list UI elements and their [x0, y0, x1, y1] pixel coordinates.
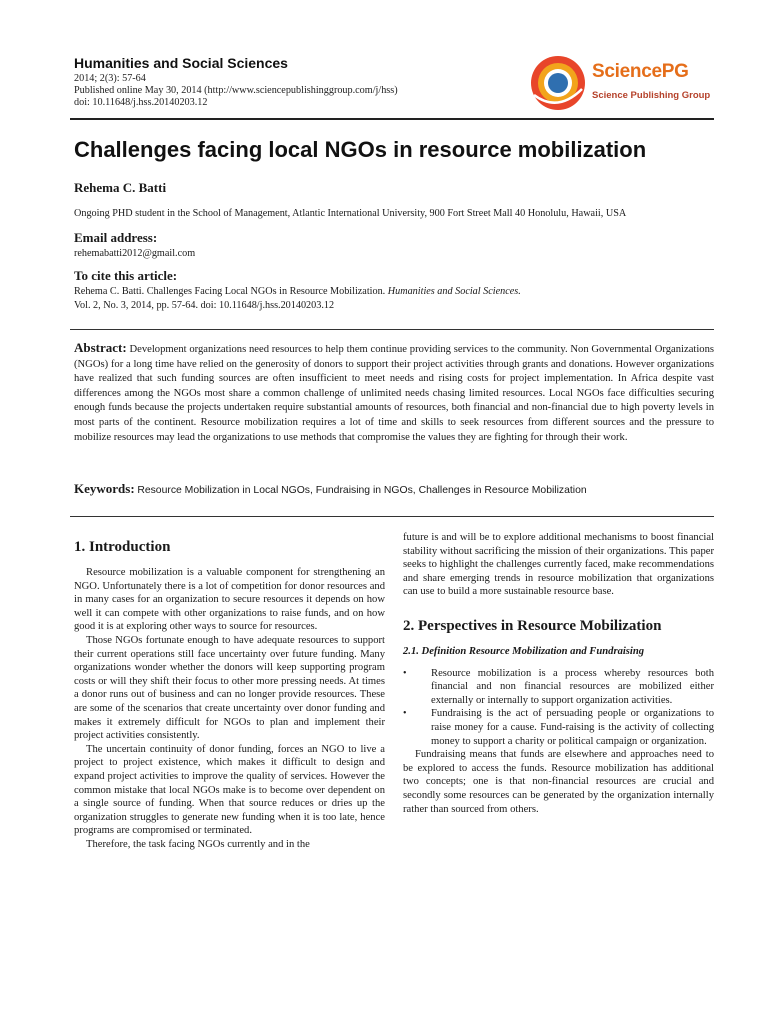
- left-column: [74, 538, 385, 851]
- author-name: Rehema C. Batti: [74, 180, 167, 195]
- journal-title: Humanities and Social Sciences: [74, 55, 288, 71]
- bullet-icon: •: [403, 708, 407, 720]
- abstract-top-divider: [70, 329, 714, 330]
- subsection-heading-definition: 2.1. Definition Resource Mobilization and Fundraising: [403, 645, 645, 657]
- paragraph-continued: future is and will be to explore additional mechanisms to boost financial stability without sacrificing the mission of their organizations. This paper seeks to highlight the challenges currently faced, make recommendations and share emerging trends in resource mobilization that organizations can use to build a more sustainable resource base.: [403, 532, 714, 598]
- section-heading-introduction: 1. Introduction: [74, 539, 171, 555]
- list-item: [403, 707, 714, 748]
- citation-plain: Rehema C. Batti. Challenges Facing Local NGOs in Resource Mobilization.: [74, 286, 386, 297]
- paragraph: Resource mobilization is a valuable component for strengthening an NGO. Unfortunately there is a lot of competition for donor resources and in many cases for an organization to secure resources it depends on how well it can compete with other organizations to raise funds, and on how good it is at exploring other ways to source for resources.: [74, 567, 385, 633]
- abstract-label: Abstract:: [74, 340, 127, 355]
- definition-list: [403, 667, 714, 749]
- citation-line-1: [74, 286, 521, 297]
- doi-line: doi: 10.11648/j.hss.20140203.12: [74, 97, 208, 108]
- list-item-text: Fundraising is the act of persuading people or organizations to raise money for a cause. Fund-raising is the activity of collecting money to support a charity or political campaign or organization.: [431, 708, 714, 747]
- email-heading: Email address:: [74, 230, 158, 245]
- publisher-logo-icon: [528, 55, 588, 111]
- bullet-icon: •: [403, 667, 407, 679]
- header-divider: [70, 118, 714, 120]
- citation-journal: Humanities and Social Sciences.: [387, 286, 521, 297]
- section-heading-perspectives: 2. Perspectives in Resource Mobilization: [403, 617, 662, 634]
- paragraph: The uncertain continuity of donor funding, forces an NGO to live a project to project existence, which makes it difficult to design and expand project activities to improve the quality of services. However the common mistake that local NGOs make is to become over dependent on a single source of funding. When that source reduces or dries up the organization struggles to generate new funding when it is too late, hence programs are compromised or terminated.: [74, 743, 385, 837]
- right-column: [403, 531, 714, 816]
- keywords-label: Keywords:: [74, 481, 135, 496]
- paper-title: Challenges facing local NGOs in resource mobilization: [74, 137, 647, 162]
- paragraph: Therefore, the task facing NGOs currently and in the: [86, 838, 310, 850]
- abstract-bottom-divider: [70, 516, 714, 517]
- volume-line: 2014; 2(3): 57-64: [74, 73, 146, 84]
- published-line: Published online May 30, 2014 (http://www.sciencepublishinggroup.com/j/hss): [74, 85, 398, 96]
- citation-line-2: Vol. 2, No. 3, 2014, pp. 57-64. doi: 10.11648/j.hss.20140203.12: [74, 300, 335, 311]
- list-item-text: Resource mobilization is a process whereby resources both financial and non financial resources are mobilized either externally or internally to support organization activities.: [431, 667, 714, 706]
- cite-heading: To cite this article:: [74, 268, 178, 283]
- publisher-logo: [528, 55, 711, 111]
- publisher-subtitle: Science Publishing Group: [592, 90, 711, 101]
- list-item: [403, 667, 714, 708]
- author-affiliation: Ongoing PHD student in the School of Management, Atlantic International University, 900 Fort Street Mall 40 Honolulu, Hawaii, USA: [74, 208, 627, 219]
- publisher-brand: SciencePG: [592, 61, 689, 82]
- logo-core: [548, 73, 568, 93]
- keywords-text: Resource Mobilization in Local NGOs, Fundraising in NGOs, Challenges in Resource Mobilization: [137, 485, 587, 496]
- paragraph: Fundraising means that funds are elsewhere and approaches need to be explored to access the funds. Resource mobilization has additional two concepts; one is that non-financial resources are crucial and secondly some resources can be generated by the organization internally rather than sourced from others.: [403, 749, 714, 815]
- abstract-text: Development organizations need resources to help them continue providing services to the community. Non Governmental Organizations (NGOs) for a long time have relied on the generosity of donors to support their project activities through grants and donations. However organizations have realized that such funding sources are often insufficient to meet needs and rising costs for project implementation. In Africa despite vast differences among the NGOs most share a common challenge of unlimited needs chasing limited resources. Local NGOs face difficulties securing enough funds because the projects undertaken require substantial amounts of resources, both financial and non-financial due to high poverty levels in most parts of the continent. Resource mobilization requires a lot of time and skills to seek resources from different sources and the pressure to mobilize resources may lead the organizations to use methods that compromise the values they are fighting for through their work.: [74, 344, 714, 443]
- author-email[interactable]: rehemabatti2012@gmail.com: [74, 248, 196, 259]
- paragraph: Those NGOs fortunate enough to have adequate resources to support their current operations still face uncertainty over future funding. Many organizations wonder whether the donors will keep supporting program costs or will they shift their focus to other more pressing needs. At times a donor runs out of business and can no longer provide resources. These are some of the scenarios that create uncertainty over donor funding and makes it extremely difficult for NGOs to plan and implement their project activities consistently.: [74, 634, 385, 742]
- keywords: [74, 482, 714, 498]
- abstract: [74, 341, 714, 445]
